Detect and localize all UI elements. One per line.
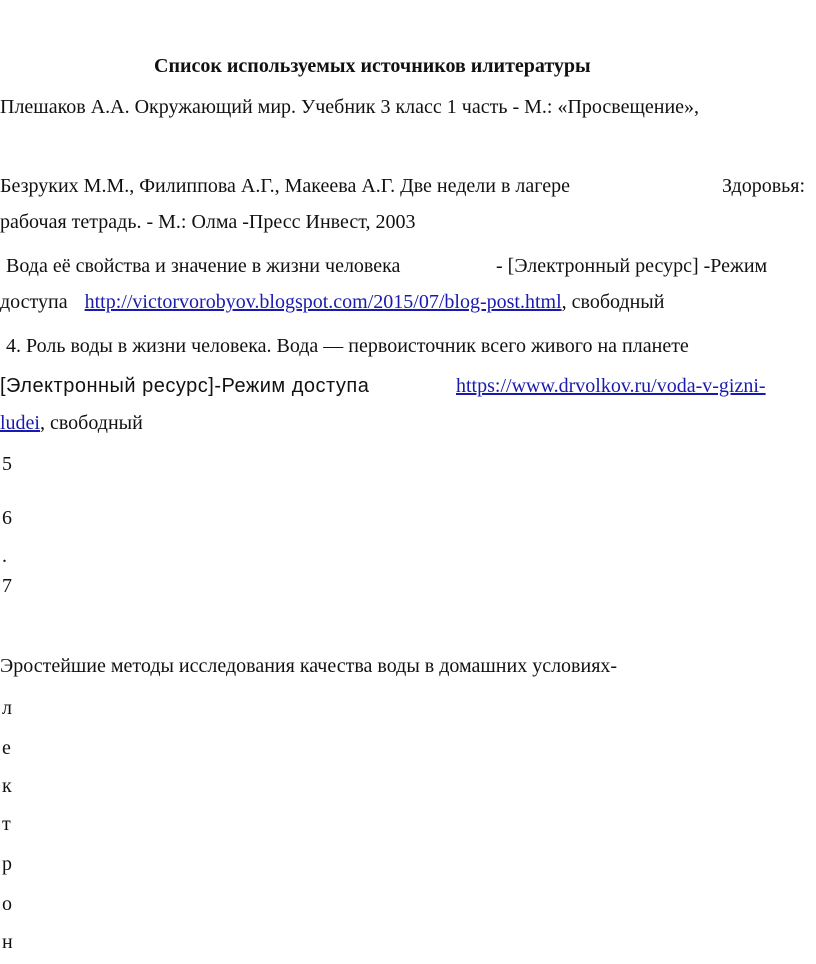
vertical-letter: н — [2, 931, 13, 953]
reference-3-line1: Вода её свойства и значение в жизни человека — [6, 255, 401, 277]
vertical-letter: р — [2, 853, 12, 875]
vertical-letter: т — [2, 813, 11, 835]
reference-1: Плешаков А.А. Окружающий мир. Учебник 3 класс 1 часть - М.: «Просвещение», — [0, 96, 700, 118]
page-title: Список используемых источников илитературы — [154, 55, 591, 77]
reference-7: Эростейшие методы исследования качества воды в домашних условиях- — [0, 655, 618, 677]
reference-3-line2 — [0, 290, 664, 314]
reference-3-link[interactable]: http://victorvorobyov.blogspot.com/2015/07/blog-post.html — [84, 291, 562, 313]
list-number-dot: . — [2, 545, 7, 567]
access-suffix: , свободный — [40, 412, 143, 434]
reference-2-line1-end: Здоровья: — [722, 175, 806, 197]
list-number-7: 7 — [2, 575, 12, 597]
reference-3-line1-end: - [Электронный ресурс] -Режим — [496, 255, 768, 277]
list-number-5: 5 — [2, 453, 12, 475]
vertical-letter: к — [2, 775, 12, 797]
list-number-6: 6 — [2, 507, 12, 529]
reference-4-line3 — [0, 411, 143, 435]
reference-4-line1: 4. Роль воды в жизни человека. Вода — первоисточник всего живого на планете — [6, 335, 689, 357]
vertical-letter: е — [2, 737, 11, 759]
reference-4-link-continued[interactable]: ludei — [0, 412, 40, 434]
vertical-letter: о — [2, 893, 12, 915]
reference-2-line1: Безруких М.М., Филиппова А.Г., Макеева А.Г. Две недели в лагере — [0, 175, 570, 197]
vertical-letter: л — [2, 697, 12, 719]
access-suffix: , свободный — [561, 291, 665, 313]
reference-2-line2: рабочая тетрадь. - М.: Олма -Пресс Инвест, 2003 — [0, 211, 416, 233]
reference-4-link[interactable]: https://www.drvolkov.ru/voda-v-gizni- — [456, 375, 766, 397]
access-label: доступа — [0, 291, 68, 313]
reference-4-line2: [Электронный ресурс]-Режим доступа — [0, 375, 370, 397]
